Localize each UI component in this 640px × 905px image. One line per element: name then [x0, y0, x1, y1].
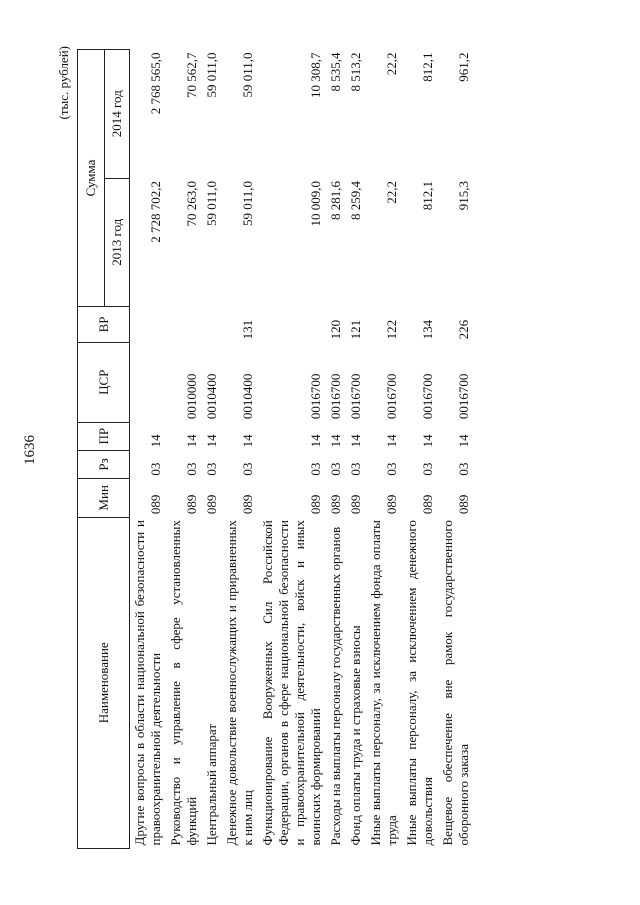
- row-csr: 0016700: [308, 373, 323, 420]
- row-min: 089: [204, 494, 219, 515]
- row-amount-2013: 915,3: [456, 181, 471, 211]
- row-amount-2014: 22,2: [384, 52, 399, 76]
- row-amount-2013: 22,2: [384, 181, 399, 204]
- table-row: [326, 50, 346, 849]
- row-min: 089: [456, 494, 471, 515]
- row-csr: 0010400: [240, 373, 255, 420]
- row-pr: 14: [420, 434, 435, 448]
- table-row: [222, 50, 258, 849]
- header-year-2014: 2014 год: [105, 50, 130, 179]
- row-rz: 03: [308, 462, 323, 476]
- row-amount-2013: 2 728 702,2: [148, 181, 163, 243]
- row-vr: [130, 306, 167, 342]
- row-min: 089: [348, 494, 363, 515]
- row-name: Иные выплаты персоналу, за исключением фонда оплаты труда: [368, 520, 399, 846]
- row-name: Вещевое обеспечение вне рамок государственного оборонного заказа: [440, 520, 471, 846]
- row-vr: 131: [240, 319, 255, 340]
- table-row: [402, 50, 438, 849]
- row-name: Денежное довольствие военнослужащих и приравненных к ним лиц: [224, 520, 255, 846]
- header-vr: ВР: [78, 306, 130, 342]
- header-pr: ПР: [78, 422, 130, 450]
- row-min: 089: [384, 494, 399, 515]
- row-rz: 03: [328, 462, 343, 476]
- row-name: Центральный аппарат: [204, 723, 219, 846]
- row-vr: [166, 306, 202, 342]
- table-row: [166, 50, 202, 849]
- row-name: Руководство и управление в сфере установленных функций: [168, 520, 199, 846]
- table-row: [258, 50, 326, 849]
- header-csr: ЦСР: [78, 342, 130, 422]
- row-vr: 226: [456, 319, 471, 340]
- header-min: Мин: [78, 479, 130, 518]
- row-amount-2014: 70 562,7: [184, 52, 199, 98]
- row-min: 089: [328, 494, 343, 515]
- row-rz: 03: [420, 462, 435, 476]
- row-amount-2014: 961,2: [456, 52, 471, 82]
- row-amount-2013: 10 009,0: [308, 181, 323, 227]
- row-vr: [202, 306, 222, 342]
- row-min: 089: [240, 494, 255, 515]
- row-amount-2014: 2 768 565,0: [148, 52, 163, 115]
- row-rz: 03: [456, 462, 471, 476]
- header-sum: Сумма: [78, 50, 105, 307]
- row-pr: 14: [348, 434, 363, 448]
- row-amount-2014: 10 308,7: [308, 52, 323, 98]
- row-min: 089: [420, 494, 435, 515]
- table-row: [366, 50, 402, 849]
- row-name: Другие вопросы в области национальной безопасности и правоохранительной деятельности: [132, 520, 163, 846]
- row-pr: 14: [456, 434, 471, 448]
- row-rz: 03: [184, 462, 199, 476]
- row-amount-2014: 59 011,0: [240, 52, 255, 98]
- row-amount-2014: 8 513,2: [348, 52, 363, 92]
- row-rz: 03: [204, 462, 219, 476]
- row-name: Фонд оплаты труда и страховые взносы: [348, 625, 363, 846]
- row-vr: 120: [328, 319, 343, 340]
- table-row: [130, 50, 167, 849]
- row-vr: 122: [384, 319, 399, 340]
- row-pr: 14: [384, 434, 399, 448]
- row-amount-2013: 70 263,0: [184, 181, 199, 227]
- row-pr: 14: [204, 434, 219, 448]
- row-min: 089: [184, 494, 199, 515]
- row-csr: 0016700: [348, 373, 363, 420]
- row-csr: 0010000: [184, 373, 199, 420]
- row-vr: 121: [348, 319, 363, 340]
- row-csr: 0010400: [204, 373, 219, 420]
- row-rz: 03: [148, 462, 163, 476]
- header-name: Наименование: [78, 517, 130, 848]
- row-amount-2013: 59 011,0: [240, 181, 255, 227]
- table-row: [346, 50, 366, 849]
- row-name: Расходы на выплаты персоналу государственных органов: [328, 526, 343, 846]
- row-pr: 14: [308, 434, 323, 448]
- row-amount-2014: 8 535,4: [328, 52, 343, 92]
- row-name: Иные выплаты персоналу, за исключением денежного довольствия: [404, 520, 435, 846]
- row-csr: [130, 342, 167, 422]
- row-rz: 03: [384, 462, 399, 476]
- row-min: 089: [148, 494, 163, 515]
- row-amount-2013: 8 259,4: [348, 181, 363, 221]
- table-header: [78, 50, 130, 849]
- row-amount-2014: 59 011,0: [204, 52, 219, 98]
- row-rz: 03: [348, 462, 363, 476]
- table-row: [202, 50, 222, 849]
- header-rz: Рз: [78, 450, 130, 478]
- row-vr: [258, 306, 326, 342]
- row-csr: 0016700: [384, 373, 399, 420]
- row-vr: 134: [420, 319, 435, 340]
- page-number: 1636: [22, 435, 38, 465]
- row-amount-2013: 812,1: [420, 181, 435, 211]
- row-name: Функционирование Вооруженных Сил Российской Федерации, органов в сфере национальной безопасности и правоохранительной деятельности, войск и иных воинских формирований: [260, 520, 323, 846]
- header-year-2013: 2013 год: [105, 178, 130, 306]
- row-amount-2013: 8 281,6: [328, 181, 343, 221]
- row-csr: 0016700: [328, 373, 343, 420]
- table-row: [438, 50, 474, 849]
- budget-table: [77, 49, 474, 849]
- row-pr: 14: [328, 434, 343, 448]
- row-min: 089: [308, 494, 323, 515]
- row-csr: 0016700: [420, 373, 435, 420]
- row-amount-2014: 812,1: [420, 52, 435, 82]
- row-pr: 14: [184, 434, 199, 448]
- row-csr: 0016700: [456, 373, 471, 420]
- row-rz: 03: [240, 462, 255, 476]
- units-label: (тыс. рублей): [56, 46, 71, 120]
- row-pr: 14: [240, 434, 255, 448]
- table-body: [130, 50, 475, 849]
- row-amount-2013: 59 011,0: [204, 181, 219, 227]
- row-pr: 14: [148, 434, 163, 448]
